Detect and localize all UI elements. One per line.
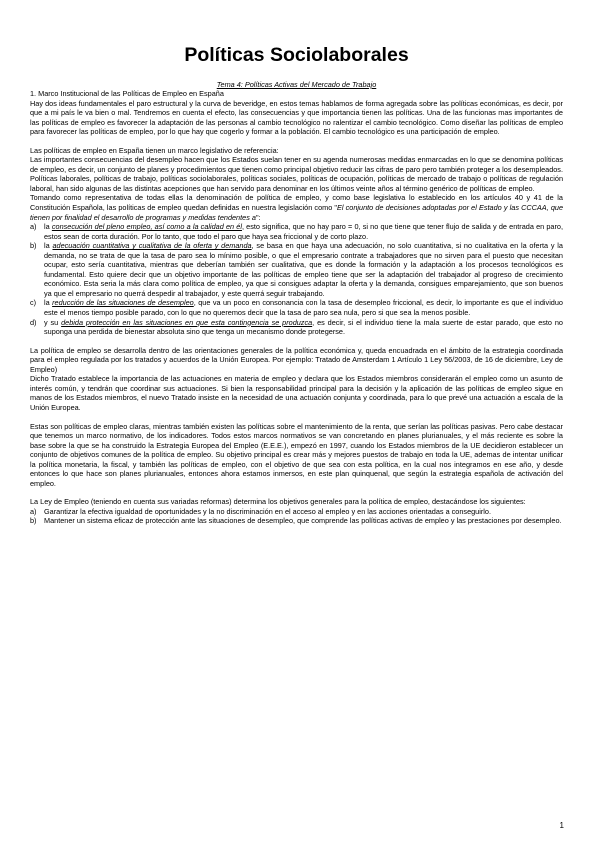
list-item-text: la adecuación cuantitativa y cualitativa de la oferta y demanda, se basa en que haya una adecuación, no solo cuantitativa, si no cualitativa en la oferta y la demanda, no se trata de que la tasa de paro sea lo mínimo posible, o que el empresario contrate a trabajadores que no sirven para el puesto que necesitan ocupar, esto sería cuantitativa, mientras que deberían también ser cualitativa, que es donde la formación y la adaptación a los procesos tecnológicos es fundamental. Esto quiere decir que un objetivo importante de las políticas de empleo tiene que ser la adaptación del trabajador al progreso de crecimiento económico. Esta seria la más clara como política de empleo, ya que si consigues adaptar la oferta y la demanda, consigues emparejamiento, que son buenos ya que el empresario no querrá despedir al trabajador, y este querrá seguir trabajando. <box>44 241 563 298</box>
list-item-text: Mantener un sistema eficaz de protección ante las situaciones de desempleo, que comprende las políticas activas de empleo y las prestaciones por desempleo. <box>44 516 562 526</box>
list-item <box>30 318 563 337</box>
list-item-text: Garantizar la efectiva igualdad de oportunidades y la no discriminación en el acceso al empleo y en las acciones orientadas a conseguirlo. <box>44 506 491 516</box>
list-item-text: la reducción de las situaciones de desempleo, que va un poco en consonancia con la tasa de desempleo friccional, es decir, lo importante es que el individuo este el menos tiempo posible parado, con lo que no queremos decir que la tasa de paro sea nula, pero si que sea la menos posible. <box>44 298 563 318</box>
definition-tail: ": <box>255 212 261 222</box>
paragraph-eee: Estas son políticas de empleo claras, mientras también existen las políticas sobre el mantenimiento de la renta, que serían las políticas pasivas. Pero cabe destacar que tenemos un marco normativo, de los indicadores. Todos estos marcos normativos se van concretando en planes plurianuales, y el más reciente es sobre la base sobre la que se ha construido la Estrategia Europea del Empleo (E.E.E.), empezó en 1997, cuando los Estados miembros de la UE decidieron establecer un conjunto de objetivos comunes de la política de empleo. Su objetivo principal es crear más y mejores puestos de trabajo en toda la UE, ademas de intentar unificar la política monetaria, la fiscal, y también las políticas de empleo, con el objetivo de que sea con esta política, en la cual nos integramos en ese año, y desde entonces lo que hace son planes plurianuales, entonces ahora estamos inmersos, en este plan quinquenal, que según la estrategia española de activación del empleo. <box>30 421 563 488</box>
list-item <box>30 222 563 241</box>
list-item-text: y su debida protección en las situaciones en que esta contingencia se produzca, es decir, si el individuo tiene la mala suerte de estar parado, que esto no suponga una perdida de bienestar absoluta sino que tenga un mecanismo donde protegerse. <box>44 317 563 337</box>
definition-lead: Tomando como representativa de todas ellas la denominación de política de empleo, y como base legislativa lo establecido en los artículos 40 y 41 de la Constitución Española, las políticas de empleo quedan definidas en nuestra legislación como " <box>30 193 563 213</box>
list-item-letter: a) <box>30 506 37 516</box>
list-item <box>30 516 563 526</box>
ley-objectives-list <box>30 507 563 526</box>
section-heading: 1. Marco Institucional de las Políticas de Empleo en España <box>30 89 224 98</box>
paragraph-eu-framework: La política de empleo se desarrolla dentro de las orientaciones generales de la política económica y, queda encuadrada en el ámbito de la estrategia coordinada para el empleo regulada por los tratados y acuerdos de la Unión Europea. Por ejemplo: Tratado de Amsterdam 1 Artículo 1 Ley 56/2003, de 16 de diciembre, Ley de Empleo) <box>30 345 563 374</box>
list-item-letter: c) <box>30 298 37 308</box>
list-item-emphasis: debida protección en las situaciones en que esta contingencia se produzca <box>61 317 313 327</box>
list-item <box>30 298 563 317</box>
list-item-letter: b) <box>30 516 37 526</box>
list-item-letter: a) <box>30 222 37 232</box>
list-item-emphasis: reducción de las situaciones de desempleo <box>52 298 194 308</box>
list-item-emphasis: consecución del pleno empleo, así como a la calidad en él <box>51 222 242 232</box>
document-content <box>30 44 563 526</box>
document-title: Políticas Sociolaborales <box>184 44 409 66</box>
definition-quote: El conjunto de decisiones adoptadas por el Estado y las CCCAA, que tienen por finalidad el desarrollo de programas y medidas tendentes a <box>30 203 563 222</box>
page-number: 1 <box>559 821 564 830</box>
document-subtitle: Tema 4: Políticas Activas del Mercado de Trabajo <box>216 80 377 89</box>
paragraph-treaty: Dicho Tratado establece la importancia de las actuaciones en materia de empleo y declara que los Estados miembros considerarán el empleo como un asunto de interés común, y tendrán que coordinar sus actuaciones. Si bien la responsabilidad principal para la decisión y la aplicación de las políticas de empleo sigue en manos de los Estados miembros, el nuevo Tratado insiste en la necesidad de una actuación conjunta y coordinada, para lo que prevé una actuación a escala de la Unión Europea. <box>30 374 563 412</box>
list-item-emphasis: adecuación cuantitativa y cualitativa de la oferta y demanda <box>52 241 252 251</box>
list-item-letter: b) <box>30 241 37 251</box>
paragraph-intro: Hay dos ideas fundamentales el paro estructural y la curva de beveridge, en estos temas hablamos de forma agregada sobre las políticas económicas, es decir, por que a mi país le va bien o mal. Tendremos en cuenta el efecto, las consecuencias y que importancia tienen las políticas. Una de las funcionas mas importantes de las políticas de empleo es favorecer la adaptación de las personas al cambio tecnológico no ralentizar el cambio tecnológico. Como diseñar las políticas de empleo para favorecer las políticas de empleo, por lo que hay que cogerlo y formar a la población. El cambio tecnológico es una participación de empleo. <box>30 98 563 137</box>
paragraph-ley-empleo: La Ley de Empleo (teniendo en cuenta sus variadas reformas) determina los objetivos generales para la política de empleo, destacándose los siguientes: <box>30 497 526 507</box>
paragraph-legislative-frame: Las políticas de empleo en España tienen un marco legislativo de referencia: <box>30 145 279 155</box>
list-item-text: la consecución del pleno empleo, así como a la calidad en él, esto significa, que no hay paro = 0, si no que tiene que tener flujo de salida y de entrada en paro, estos sean de corta duración. Por lo tanto, que todo el paro que haya sea friccional y de corto plazo. <box>44 222 563 241</box>
list-item <box>30 241 563 298</box>
paragraph-definition <box>30 193 563 222</box>
list-item <box>30 507 563 517</box>
paragraph-consequences: Las importantes consecuencias del desempleo hacen que los Estados suelan tener en su agenda numerosas medidas enmarcadas en lo que se denomina políticas de empleo, es decir, un conjunto de planes y procedimientos que tienen como principal objetivo reducir las cifras de paro pero también proteger a los desempleados. <box>30 155 563 174</box>
list-item-letter: d) <box>30 317 37 327</box>
objectives-list <box>30 222 563 337</box>
paragraph-denominations: Políticas laborales, políticas de trabajo, políticas sociolaborales, políticas sociales, políticas de ocupación, políticas de mercado de trabajo o políticas de regulación laboral, han sido algunas de las distintas acepciones que han servido para denominar en los últimos veinte años al término genérico de políticas de empleo. <box>30 174 563 193</box>
